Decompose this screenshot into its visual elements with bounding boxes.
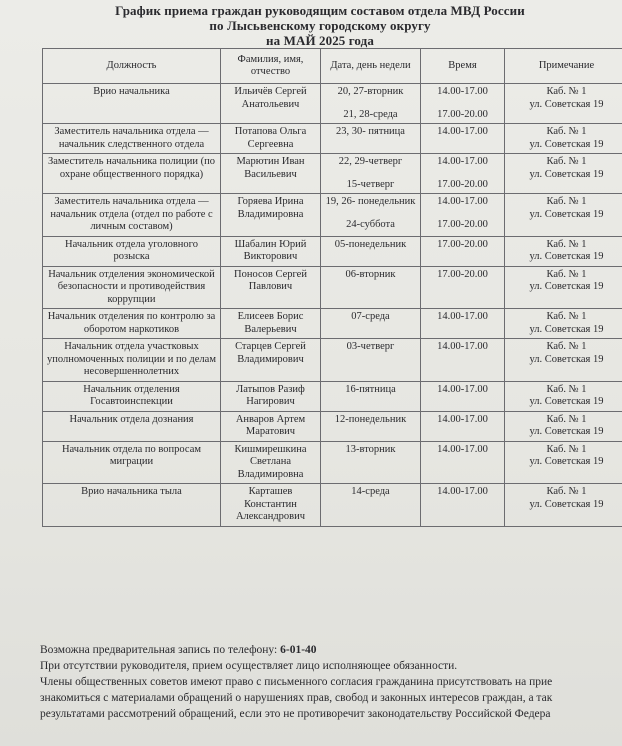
room-text: Каб. № 1 xyxy=(546,383,587,395)
date-text: 12-понедельник xyxy=(334,413,407,425)
date-text: 07-среда xyxy=(351,311,390,322)
full-name-text: Карташев Константин Александрович xyxy=(235,486,306,522)
name-cell xyxy=(221,124,321,154)
date-text: 13-вторник xyxy=(345,443,396,455)
date-cell xyxy=(321,266,421,309)
name-cell xyxy=(221,441,321,484)
date-cell xyxy=(321,194,421,237)
time-cell xyxy=(421,154,505,194)
position-cell xyxy=(43,381,221,411)
date-cell xyxy=(321,441,421,484)
time-text: 14.00-17.00 xyxy=(437,383,488,395)
position-text: Начальник отдела дознания xyxy=(69,413,194,425)
position-cell xyxy=(43,309,221,339)
time-text: 17.00-20.00 xyxy=(437,178,488,190)
date-text: 19, 26- понедельник xyxy=(325,196,416,207)
note-cell xyxy=(505,381,622,411)
schedule-table xyxy=(42,48,622,527)
position-text: Заместитель начальника отдела — начальник следственного отдела xyxy=(54,126,209,150)
position-text: Врио начальника тыла xyxy=(81,486,182,497)
date-text: 14-среда xyxy=(351,486,390,497)
position-cell xyxy=(43,484,221,527)
address-text: ул. Советская 19 xyxy=(529,168,604,180)
full-name-text: Горяева Ирина Владимировна xyxy=(237,196,304,220)
address-text: ул. Советская 19 xyxy=(529,281,604,292)
position-cell xyxy=(43,339,221,382)
note-cell xyxy=(505,84,622,124)
position-cell xyxy=(43,236,221,266)
date-text: 16-пятница xyxy=(345,383,396,395)
full-name-text: Латыпов Разиф Нагирович xyxy=(236,383,305,407)
time-cell xyxy=(421,84,505,124)
position-text: Заместитель начальника отдела — начальник отдела (отдел по работе с личным составом) xyxy=(50,196,213,232)
position-text: Начальник отделения по контролю за оборотом наркотиков xyxy=(47,311,216,335)
date-text: 22, 29-четверг xyxy=(338,156,403,167)
room-text: Каб. № 1 xyxy=(546,196,587,207)
address-text: ул. Советская 19 xyxy=(529,353,604,365)
note-cell xyxy=(505,124,622,154)
name-cell xyxy=(221,484,321,527)
position-cell xyxy=(43,84,221,124)
time-cell xyxy=(421,381,505,411)
name-cell xyxy=(221,381,321,411)
time-cell xyxy=(421,484,505,527)
time-cell xyxy=(421,411,505,441)
table-row xyxy=(43,441,622,484)
title-line-1: График приема граждан руководящим составом отдела МВД России xyxy=(115,3,525,18)
address-text: ул. Советская 19 xyxy=(529,396,604,407)
time-text: 17.00-20.00 xyxy=(437,108,488,120)
full-name-text: Поносов Сергей Павлович xyxy=(234,268,307,292)
note-cell xyxy=(505,194,622,237)
footer-line-2: При отсутствии руководителя, прием осуществляет лицо исполняющее обязанности. xyxy=(40,660,458,672)
position-text: Начальник отделения экономической безопасности и противодействия коррупции xyxy=(48,268,215,305)
time-text: 14.00-17.00 xyxy=(437,156,488,167)
date-text: 03-четверг xyxy=(346,341,395,352)
address-text: ул. Советская 19 xyxy=(529,426,604,437)
table-row xyxy=(43,194,622,237)
time-text: 14.00-17.00 xyxy=(437,126,488,137)
room-text: Каб. № 1 xyxy=(546,311,587,322)
position-text: Начальник отдела участковых уполномоченных полиции и по делам несовершеннолетних xyxy=(47,341,216,377)
date-cell xyxy=(321,84,421,124)
time-text: 14.00-17.00 xyxy=(437,413,488,425)
name-cell xyxy=(221,309,321,339)
full-name-text: Ильичёв Сергей Анатольевич xyxy=(234,86,307,110)
name-cell xyxy=(221,266,321,309)
time-text: 17.00-20.00 xyxy=(437,238,488,250)
date-cell xyxy=(321,124,421,154)
table-row xyxy=(43,84,622,124)
phone-line xyxy=(40,642,622,658)
table-row xyxy=(43,411,622,441)
time-cell xyxy=(421,309,505,339)
page-title xyxy=(0,0,622,48)
position-text: Начальник отдела по вопросам миграции xyxy=(61,443,202,467)
note-cell xyxy=(505,441,622,484)
position-cell xyxy=(43,411,221,441)
time-cell xyxy=(421,124,505,154)
time-text: 17.00-20.00 xyxy=(437,268,488,280)
note-cell xyxy=(505,411,622,441)
table-row xyxy=(43,236,622,266)
room-text: Каб. № 1 xyxy=(546,268,587,280)
room-text: Каб. № 1 xyxy=(546,443,587,455)
footer-line-4: знакомиться с материалами обращений о нарушениях прав, свобод и законных интересов граждан, а так xyxy=(40,692,553,704)
position-cell xyxy=(43,266,221,309)
date-text: 15-четверг xyxy=(346,178,395,190)
position-cell xyxy=(43,441,221,484)
full-name-text: Кишмирешкина Светлана Владимировна xyxy=(234,443,307,480)
title-line-3: на МАЙ 2025 года xyxy=(266,33,374,48)
date-cell xyxy=(321,154,421,194)
date-text: 06-вторник xyxy=(345,268,396,280)
col-header-note: Примечание xyxy=(505,49,622,84)
time-text: 14.00-17.00 xyxy=(437,341,488,352)
room-text: Каб. № 1 xyxy=(546,86,587,97)
address-text: ул. Советская 19 xyxy=(529,498,604,510)
col-header-date: Дата, день недели xyxy=(321,49,421,84)
position-text: Начальник отделения Госавтоинспекции xyxy=(83,383,180,407)
phone-number: 6-01-40 xyxy=(280,644,317,656)
footer-line-3: Члены общественных советов имеют право с письменного согласия гражданина присутствовать на прие xyxy=(40,676,553,688)
footer-line-5: результатами рассмотрений обращений, если это не противоречит законодательству Российской Федера xyxy=(40,708,551,720)
phone-label: Возможна предварительная запись по телефону: xyxy=(40,644,281,656)
address-text: ул. Советская 19 xyxy=(529,251,604,262)
table-row xyxy=(43,339,622,382)
time-cell xyxy=(421,194,505,237)
time-cell xyxy=(421,339,505,382)
position-text: Заместитель начальника полиции (по охране общественного порядка) xyxy=(47,156,216,180)
full-name-text: Старцев Сергей Владимирович xyxy=(235,341,306,365)
footer-notes xyxy=(40,642,622,722)
address-text: ул. Советская 19 xyxy=(529,208,604,220)
time-cell xyxy=(421,236,505,266)
time-text: 14.00-17.00 xyxy=(437,486,488,497)
note-cell xyxy=(505,309,622,339)
position-text: Начальник отдела уголовного розыска xyxy=(65,238,198,262)
address-text: ул. Советская 19 xyxy=(529,98,604,110)
date-cell xyxy=(321,309,421,339)
date-cell xyxy=(321,339,421,382)
time-text: 17.00-20.00 xyxy=(437,218,488,230)
room-text: Каб. № 1 xyxy=(546,156,587,167)
table-row xyxy=(43,124,622,154)
name-cell xyxy=(221,236,321,266)
table-row xyxy=(43,309,622,339)
table-row xyxy=(43,266,622,309)
time-text: 14.00-17.00 xyxy=(437,311,488,322)
table-row xyxy=(43,484,622,527)
time-text: 14.00-17.00 xyxy=(437,196,488,207)
date-text: 24-суббота xyxy=(346,218,395,230)
address-text: ул. Советская 19 xyxy=(529,456,604,467)
time-cell xyxy=(421,441,505,484)
note-cell xyxy=(505,154,622,194)
table-row xyxy=(43,381,622,411)
full-name-text: Шабалин Юрий Викторович xyxy=(234,238,307,262)
position-cell xyxy=(43,194,221,237)
date-cell xyxy=(321,236,421,266)
note-cell xyxy=(505,484,622,527)
name-cell xyxy=(221,154,321,194)
date-cell xyxy=(321,381,421,411)
date-cell xyxy=(321,484,421,527)
name-cell xyxy=(221,339,321,382)
note-cell xyxy=(505,266,622,309)
time-text: 14.00-17.00 xyxy=(437,86,488,97)
date-text: 05-понедельник xyxy=(334,238,407,250)
position-cell xyxy=(43,124,221,154)
name-cell xyxy=(221,411,321,441)
full-name-text: Потапова Ольга Сергеевна xyxy=(234,126,307,150)
date-text: 21, 28-среда xyxy=(343,108,398,120)
name-cell xyxy=(221,194,321,237)
note-cell xyxy=(505,236,622,266)
full-name-text: Елисеев Борис Валерьевич xyxy=(237,311,304,335)
col-header-position: Должность xyxy=(43,49,221,84)
name-cell xyxy=(221,84,321,124)
col-header-name: Фамилия, имя, отчество xyxy=(221,49,321,84)
note-cell xyxy=(505,339,622,382)
date-text: 23, 30- пятница xyxy=(336,126,405,137)
table-header-row xyxy=(43,49,622,84)
full-name-text: Марютин Иван Васильевич xyxy=(236,156,305,180)
room-text: Каб. № 1 xyxy=(546,341,587,352)
col-header-time: Время xyxy=(421,49,505,84)
room-text: Каб. № 1 xyxy=(546,238,587,250)
time-cell xyxy=(421,266,505,309)
room-text: Каб. № 1 xyxy=(546,126,587,137)
table-row xyxy=(43,154,622,194)
room-text: Каб. № 1 xyxy=(546,486,587,497)
position-cell xyxy=(43,154,221,194)
title-line-2: по Лысьвенскому городскому округу xyxy=(209,18,431,33)
full-name-text: Анваров Артем Маратович xyxy=(235,413,306,437)
address-text: ул. Советская 19 xyxy=(529,138,604,150)
position-text: Врио начальника xyxy=(93,86,170,97)
room-text: Каб. № 1 xyxy=(546,413,587,425)
time-text: 14.00-17.00 xyxy=(437,443,488,455)
date-cell xyxy=(321,411,421,441)
date-text: 20, 27-вторник xyxy=(337,86,404,97)
address-text: ул. Советская 19 xyxy=(529,323,604,335)
